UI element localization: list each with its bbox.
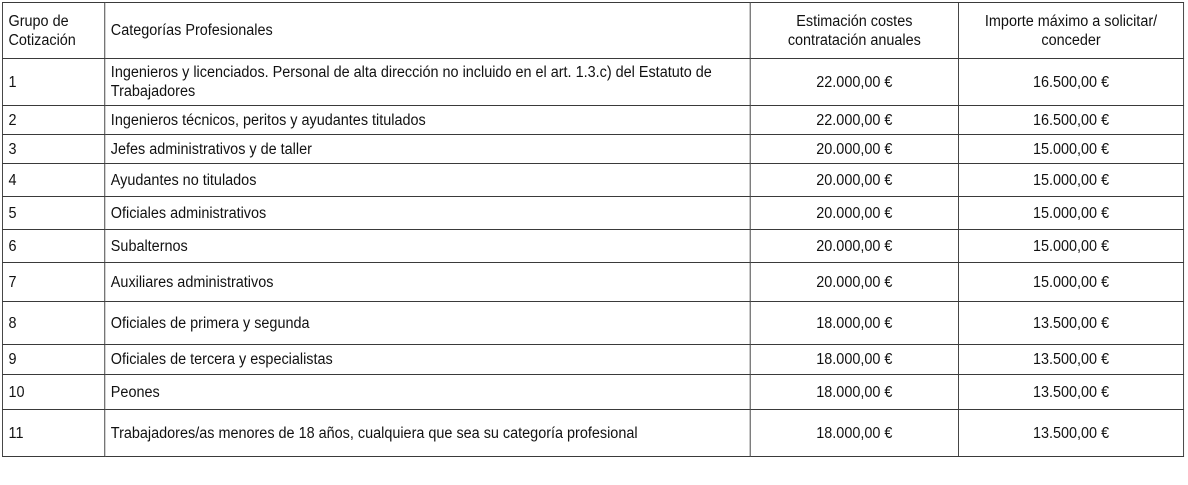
- group-cell: 10: [2, 375, 104, 410]
- estimate-cell: 18.000,00 €: [750, 410, 958, 457]
- table-row: [2, 302, 1183, 345]
- estimate-cell: 20.000,00 €: [750, 164, 958, 197]
- table-row: [2, 106, 1183, 135]
- header-group: Grupo de Cotización: [2, 3, 104, 59]
- category-cell: Oficiales administrativos: [105, 197, 750, 230]
- max-amount-cell: 15.000,00 €: [959, 135, 1184, 164]
- table-row: [2, 410, 1183, 457]
- max-amount-cell: 13.500,00 €: [959, 375, 1184, 410]
- max-amount-cell: 16.500,00 €: [959, 106, 1184, 135]
- estimate-cell: 20.000,00 €: [750, 263, 958, 302]
- category-cell: Jefes administrativos y de taller: [105, 135, 750, 164]
- estimate-cell: 20.000,00 €: [750, 230, 958, 263]
- estimate-cell: 18.000,00 €: [750, 375, 958, 410]
- table-row: [2, 230, 1183, 263]
- table-row: [2, 164, 1183, 197]
- group-cell: 3: [2, 135, 104, 164]
- max-amount-cell: 15.000,00 €: [959, 197, 1184, 230]
- estimate-cell: 20.000,00 €: [750, 197, 958, 230]
- category-cell: Oficiales de tercera y especialistas: [105, 345, 750, 375]
- table-row: [2, 59, 1183, 106]
- category-cell: Subalternos: [105, 230, 750, 263]
- table-row: [2, 263, 1183, 302]
- group-cell: 4: [2, 164, 104, 197]
- group-cell: 6: [2, 230, 104, 263]
- group-cell: 9: [2, 345, 104, 375]
- category-cell: Ingenieros y licenciados. Personal de alta dirección no incluido en el art. 1.3.c) del Estatuto de Trabajadores: [105, 59, 750, 106]
- category-cell: Ingenieros técnicos, peritos y ayudantes titulados: [105, 106, 750, 135]
- group-cell: 8: [2, 302, 104, 345]
- header-max-amount: Importe máximo a solicitar/ conceder: [959, 3, 1184, 59]
- max-amount-cell: 15.000,00 €: [959, 230, 1184, 263]
- category-cell: Peones: [105, 375, 750, 410]
- max-amount-cell: 15.000,00 €: [959, 164, 1184, 197]
- category-cell: Oficiales de primera y segunda: [105, 302, 750, 345]
- max-amount-cell: 13.500,00 €: [959, 345, 1184, 375]
- table-row: [2, 375, 1183, 410]
- table-row: [2, 345, 1183, 375]
- estimate-cell: 18.000,00 €: [750, 302, 958, 345]
- table-row: [2, 197, 1183, 230]
- max-amount-cell: 15.000,00 €: [959, 263, 1184, 302]
- max-amount-cell: 13.500,00 €: [959, 410, 1184, 457]
- max-amount-cell: 13.500,00 €: [959, 302, 1184, 345]
- table-header-row: [2, 3, 1183, 59]
- category-cell: Ayudantes no titulados: [105, 164, 750, 197]
- max-amount-cell: 16.500,00 €: [959, 59, 1184, 106]
- professional-categories-table: [2, 2, 1184, 457]
- table-row: [2, 135, 1183, 164]
- header-category: Categorías Profesionales: [105, 3, 750, 59]
- category-cell: Auxiliares administrativos: [105, 263, 750, 302]
- category-cell: Trabajadores/as menores de 18 años, cualquiera que sea su categoría profesional: [105, 410, 750, 457]
- group-cell: 7: [2, 263, 104, 302]
- estimate-cell: 20.000,00 €: [750, 135, 958, 164]
- estimate-cell: 18.000,00 €: [750, 345, 958, 375]
- group-cell: 11: [2, 410, 104, 457]
- group-cell: 2: [2, 106, 104, 135]
- group-cell: 5: [2, 197, 104, 230]
- estimate-cell: 22.000,00 €: [750, 59, 958, 106]
- group-cell: 1: [2, 59, 104, 106]
- header-estimate: Estimación costes contratación anuales: [750, 3, 958, 59]
- estimate-cell: 22.000,00 €: [750, 106, 958, 135]
